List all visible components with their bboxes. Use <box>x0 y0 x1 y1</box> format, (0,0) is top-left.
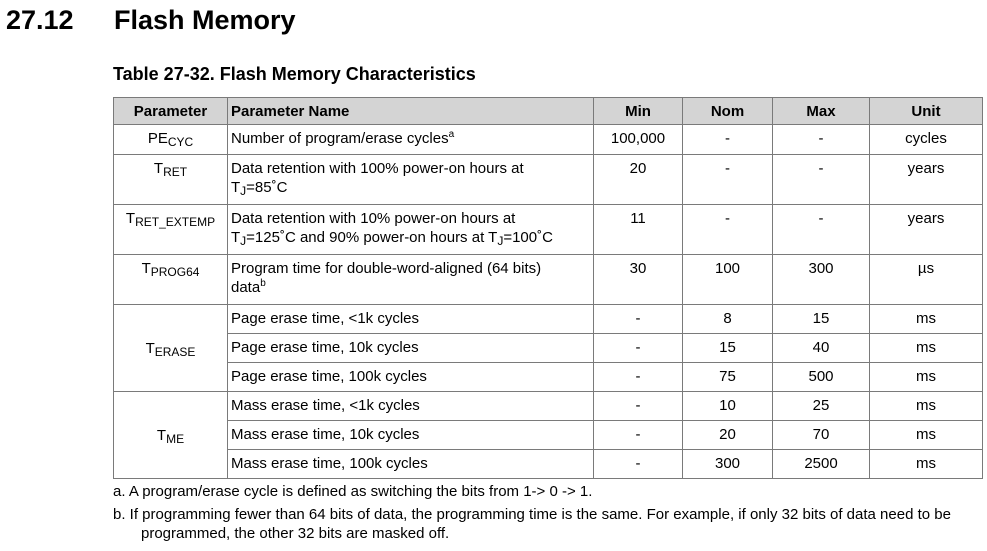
footnote-b: b. If programming fewer than 64 bits of data, the programming time is the same. For example, if only 32 bits of data need to be programmed, the other 32 bits are masked off. <box>113 506 951 542</box>
cell-min: - <box>594 334 683 363</box>
tj-subscript: J <box>240 234 247 248</box>
cell-max: - <box>773 125 870 155</box>
tj-symbol: T <box>231 179 241 196</box>
param-symbol <box>114 255 228 305</box>
table-row <box>114 363 983 392</box>
cell-nom: 20 <box>683 421 773 450</box>
cell-nom: 300 <box>683 450 773 479</box>
cell-unit: cycles <box>870 125 983 155</box>
table-footnotes <box>113 482 983 547</box>
tj-symbol: T <box>231 229 241 246</box>
cell-nom: 15 <box>683 334 773 363</box>
cell-nom: 8 <box>683 305 773 334</box>
cell-nom: - <box>683 155 773 205</box>
symbol-base: T <box>141 260 151 277</box>
header-max: Max <box>773 98 870 125</box>
cell-min: 100,000 <box>594 125 683 155</box>
cell-unit: ms <box>870 305 983 334</box>
param-name-text: Number of program/erase cycles <box>231 130 449 147</box>
cell-unit: ms <box>870 363 983 392</box>
param-name: Page erase time, 10k cycles <box>228 334 594 363</box>
cell-max: 500 <box>773 363 870 392</box>
cell-min: - <box>594 421 683 450</box>
symbol-base: T <box>125 210 136 227</box>
symbol-base: T <box>156 427 167 444</box>
table-row <box>114 450 983 479</box>
param-name-line1: Program time for double-word-aligned (64 bits) <box>231 260 542 277</box>
cell-min: - <box>594 450 683 479</box>
symbol-base: T <box>145 340 155 357</box>
table-row <box>114 334 983 363</box>
param-name-line2: =85˚C <box>246 179 288 196</box>
symbol-subscript: CYC <box>167 135 194 149</box>
tj-subscript: J <box>497 234 504 248</box>
param-name-line1: Data retention with 10% power-on hours at <box>231 210 516 227</box>
cell-max: 70 <box>773 421 870 450</box>
cell-nom: - <box>683 125 773 155</box>
param-name: Page erase time, <1k cycles <box>228 305 594 334</box>
param-name <box>228 155 594 205</box>
param-symbol <box>114 305 228 392</box>
param-name <box>228 125 594 155</box>
symbol-subscript: RET <box>163 165 188 179</box>
param-name: Mass erase time, 10k cycles <box>228 421 594 450</box>
cell-max: 2500 <box>773 450 870 479</box>
table-row <box>114 421 983 450</box>
cell-max: - <box>773 155 870 205</box>
cell-nom: 10 <box>683 392 773 421</box>
header-parameter: Parameter <box>114 98 228 125</box>
param-name: Mass erase time, <1k cycles <box>228 392 594 421</box>
table-row <box>114 205 983 255</box>
param-symbol <box>114 155 228 205</box>
param-name-line1: Data retention with 100% power-on hours at <box>231 160 524 177</box>
header-nom: Nom <box>683 98 773 125</box>
cell-nom: 75 <box>683 363 773 392</box>
symbol-subscript: PROG64 <box>150 265 200 279</box>
header-unit: Unit <box>870 98 983 125</box>
cell-unit: ms <box>870 334 983 363</box>
symbol-base: T <box>153 160 164 177</box>
cell-unit: ms <box>870 450 983 479</box>
cell-min: - <box>594 363 683 392</box>
param-name <box>228 255 594 305</box>
cell-unit: ms <box>870 392 983 421</box>
cell-nom: - <box>683 205 773 255</box>
cell-unit: µs <box>870 255 983 305</box>
cell-max: 25 <box>773 392 870 421</box>
table-row <box>114 155 983 205</box>
cell-max: - <box>773 205 870 255</box>
footnote-ref-b: b <box>260 278 266 289</box>
param-symbol <box>114 392 228 479</box>
header-min: Min <box>594 98 683 125</box>
cell-nom: 100 <box>683 255 773 305</box>
cell-min: 11 <box>594 205 683 255</box>
param-name: Mass erase time, 100k cycles <box>228 450 594 479</box>
param-symbol <box>114 125 228 155</box>
tj-subscript: J <box>240 184 247 198</box>
cell-unit: years <box>870 155 983 205</box>
cell-unit: years <box>870 205 983 255</box>
cell-min: - <box>594 305 683 334</box>
param-name-line2: data <box>231 279 261 296</box>
section-title: Flash Memory <box>114 5 296 35</box>
tj-symbol: T <box>488 229 498 246</box>
cell-max: 40 <box>773 334 870 363</box>
symbol-subscript: RET_EXTEMP <box>135 215 216 229</box>
param-name <box>228 205 594 255</box>
cell-min: - <box>594 392 683 421</box>
cell-unit: ms <box>870 421 983 450</box>
table-header-row <box>114 98 983 125</box>
table-row <box>114 125 983 155</box>
cell-max: 15 <box>773 305 870 334</box>
footnote-ref-a: a <box>448 129 455 140</box>
cell-max: 300 <box>773 255 870 305</box>
section-heading <box>6 3 296 37</box>
param-name: Page erase time, 100k cycles <box>228 363 594 392</box>
table-row <box>114 392 983 421</box>
table-row <box>114 255 983 305</box>
param-name-line2: =125˚C and 90% power-on hours at <box>246 229 489 246</box>
table-row <box>114 305 983 334</box>
symbol-subscript: ERASE <box>154 345 196 359</box>
flash-characteristics-table <box>113 97 983 479</box>
header-parameter-name: Parameter Name <box>228 98 594 125</box>
table-caption: Table 27-32. Flash Memory Characteristics <box>113 64 476 84</box>
symbol-base: PE <box>147 130 168 147</box>
symbol-subscript: ME <box>166 432 185 446</box>
cell-min: 20 <box>594 155 683 205</box>
cell-min: 30 <box>594 255 683 305</box>
param-name-line2-end: =100˚C <box>503 229 553 246</box>
footnote-a: a. A program/erase cycle is defined as switching the bits from 1-> 0 -> 1. <box>113 483 593 500</box>
section-number: 27.12 <box>6 5 74 35</box>
param-symbol <box>114 205 228 255</box>
